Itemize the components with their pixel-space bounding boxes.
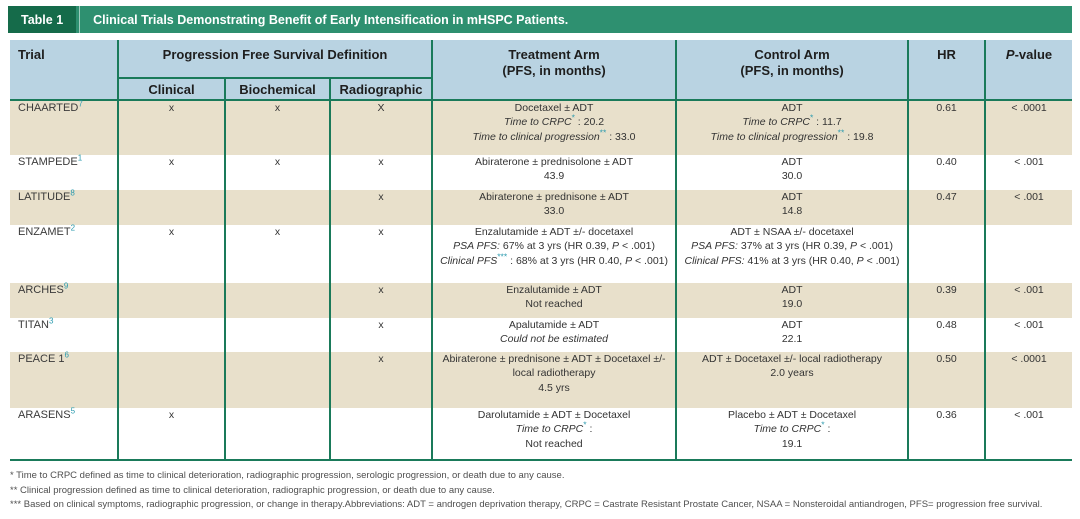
pvalue-cell — [985, 225, 1072, 283]
biochemical-mark-cell — [225, 352, 330, 408]
column-header-pvalue — [985, 40, 1072, 100]
footnote-marker: * — [809, 112, 814, 123]
text-segment: Time to CRPC — [503, 116, 572, 129]
treatment-arm-cell — [432, 352, 676, 408]
text-line: Docetaxel ± ADT — [514, 102, 594, 114]
text-segment: P — [856, 254, 864, 267]
table-header — [10, 40, 1072, 100]
trial-name-cell — [10, 408, 118, 460]
table-row — [10, 100, 1072, 155]
table-row — [10, 155, 1072, 190]
text-segment: < .001) — [632, 254, 668, 267]
pvalue-cell: < .001 — [985, 283, 1072, 318]
column-header-clinical: Clinical — [118, 78, 225, 100]
trial-name-cell — [10, 225, 118, 283]
clinical-mark-cell — [118, 352, 225, 408]
text-line: 22.1 — [781, 333, 803, 346]
table-row — [10, 352, 1072, 408]
trial-name-cell — [10, 283, 118, 318]
clinical-mark-cell: x — [118, 225, 225, 283]
text-line: 33.0 — [543, 205, 565, 218]
radiographic-mark-cell: x — [330, 352, 432, 408]
pvalue-cell: < .0001 — [985, 100, 1072, 155]
text-segment: : 68% at 3 yrs (HR 0.40, — [507, 254, 626, 267]
text-line — [437, 419, 671, 436]
text-segment: P — [625, 254, 633, 267]
header-row — [10, 40, 1072, 78]
clinical-mark-cell — [118, 190, 225, 225]
footnote-line: * Time to CRPC defined as time to clinical deterioration, radiographic progression, serologic progression, or death due to any cause. — [10, 470, 565, 481]
reference-superscript: 7 — [78, 99, 83, 109]
text-line: Abiraterone ± prednisolone ± ADT — [475, 156, 634, 168]
text-segment: : — [586, 423, 593, 436]
text-segment: PSA PFS: — [691, 240, 738, 253]
text-line: ADT — [781, 319, 803, 331]
text-segment: P — [850, 240, 858, 253]
trial-name-cell — [10, 100, 118, 155]
table-row — [10, 318, 1072, 352]
text-segment: : 20.2 — [574, 116, 605, 129]
treatment-arm-cell — [432, 408, 676, 460]
text-line — [437, 239, 671, 253]
reference-superscript: 2 — [70, 223, 76, 233]
footnotes — [10, 469, 1080, 513]
control-arm-cell — [676, 100, 908, 155]
text-line: Treatment Arm — [508, 47, 600, 62]
biochemical-mark-cell: x — [225, 155, 330, 190]
page — [0, 6, 1080, 513]
radiographic-mark-cell: X — [330, 100, 432, 155]
text-line — [681, 127, 903, 144]
text-segment: Time to CRPC — [742, 116, 810, 129]
text-line — [681, 419, 903, 436]
text-segment: Could not be estimated — [500, 333, 609, 346]
text-segment: 41% at 3 yrs (HR 0.40, — [744, 254, 857, 267]
column-header-biochemical: Biochemical — [225, 78, 330, 100]
radiographic-mark-cell: x — [330, 225, 432, 283]
control-arm-cell — [676, 318, 908, 352]
text-line: 19.0 — [781, 298, 803, 311]
trial-name: TITAN — [18, 319, 49, 331]
control-arm-cell — [676, 155, 908, 190]
trial-name: ARCHES — [18, 284, 64, 296]
treatment-arm-cell — [432, 318, 676, 352]
text-line — [437, 112, 671, 129]
text-line: Control Arm — [754, 47, 830, 62]
text-segment: P — [612, 240, 620, 253]
text-line: ADT — [781, 102, 803, 114]
footnote-marker: ** — [837, 127, 845, 138]
text-segment: < .001) — [619, 240, 655, 253]
text-line: 4.5 yrs — [538, 381, 570, 394]
treatment-arm-cell — [432, 190, 676, 225]
hr-cell: 0.39 — [908, 283, 985, 318]
text-line: 30.0 — [781, 170, 803, 183]
trial-name-cell — [10, 352, 118, 408]
text-line: 14.8 — [781, 205, 803, 218]
control-arm-cell — [676, 225, 908, 283]
text-line — [681, 239, 903, 253]
text-line: Not reached — [525, 437, 583, 450]
column-header-pfs-group: Progression Free Survival Definition — [118, 40, 432, 78]
text-segment: : 11.7 — [813, 116, 842, 129]
treatment-arm-cell — [432, 225, 676, 283]
text-line — [437, 332, 671, 346]
hr-cell: 0.40 — [908, 155, 985, 190]
hr-cell: 0.47 — [908, 190, 985, 225]
table-body — [10, 100, 1072, 460]
hr-cell — [908, 225, 985, 283]
clinical-mark-cell: x — [118, 408, 225, 460]
biochemical-mark-cell — [225, 408, 330, 460]
text-line — [681, 254, 903, 268]
text-line: Enzalutamide ± ADT ±/- docetaxel — [474, 226, 634, 238]
text-line — [437, 127, 671, 144]
footnote-marker: * — [583, 419, 587, 430]
trial-name-cell — [10, 155, 118, 190]
biochemical-mark-cell: x — [225, 100, 330, 155]
text-line: ADT — [781, 284, 803, 296]
reference-superscript: 3 — [48, 316, 54, 326]
text-line: 43.9 — [543, 170, 565, 183]
column-header-control-arm — [676, 40, 908, 100]
text-segment: 37% at 3 yrs (HR 0.39, — [737, 240, 851, 253]
pvalue-cell: < .001 — [985, 408, 1072, 460]
text-segment: Clinical PFS: — [684, 254, 745, 267]
table-number-label: Table 1 — [8, 6, 79, 33]
radiographic-mark-cell: x — [330, 155, 432, 190]
text-segment: Time to CRPC — [753, 423, 822, 436]
text-line: Apalutamide ± ADT — [508, 319, 600, 331]
text-segment: : — [824, 423, 831, 436]
text-segment: PSA PFS: — [453, 240, 500, 253]
text-line: Abiraterone ± prednisone ± ADT ± Docetaxel ±/- local radiotherapy — [442, 353, 666, 380]
control-arm-cell — [676, 190, 908, 225]
text-segment: < .001) — [863, 254, 900, 267]
table-row — [10, 408, 1072, 460]
pvalue-cell: < .0001 — [985, 352, 1072, 408]
biochemical-mark-cell — [225, 283, 330, 318]
control-arm-cell — [676, 408, 908, 460]
reference-superscript: 9 — [63, 281, 69, 291]
reference-superscript: 6 — [64, 350, 69, 360]
text-line: Enzalutamide ± ADT — [506, 284, 602, 296]
table-row — [10, 190, 1072, 225]
pvalue-cell: < .001 — [985, 190, 1072, 225]
control-arm-cell — [676, 352, 908, 408]
biochemical-mark-cell — [225, 190, 330, 225]
clinical-mark-cell — [118, 318, 225, 352]
trial-name: CHAARTED — [18, 102, 79, 114]
text-line: ADT — [781, 191, 803, 203]
text-segment: < .001) — [857, 240, 893, 253]
text-line: 19.1 — [781, 437, 803, 450]
treatment-arm-cell — [432, 283, 676, 318]
biochemical-mark-cell — [225, 318, 330, 352]
column-header-trial: Trial — [10, 40, 118, 100]
column-header-treatment-arm — [432, 40, 676, 100]
clinical-mark-cell: x — [118, 155, 225, 190]
trial-name: ENZAMET — [18, 226, 71, 238]
text-line: (PFS, in months) — [740, 63, 844, 79]
clinical-mark-cell — [118, 283, 225, 318]
reference-superscript: 5 — [70, 406, 76, 416]
radiographic-mark-cell — [330, 408, 432, 460]
footnote-marker: ** — [599, 127, 607, 138]
text-segment: Clinical PFS — [440, 254, 498, 267]
column-header-radiographic: Radiographic — [330, 78, 432, 100]
biochemical-mark-cell: x — [225, 225, 330, 283]
table-title-bar — [8, 6, 1072, 33]
text-line: (PFS, in months) — [502, 63, 606, 79]
footnote-marker: * — [821, 419, 825, 430]
text-line — [986, 47, 1072, 62]
trial-name: STAMPEDE — [18, 156, 78, 168]
radiographic-mark-cell: x — [330, 283, 432, 318]
text-line — [681, 112, 903, 129]
footnote-line: *** Based on clinical symptoms, radiographic progression, or change in therapy.Abbreviations: ADT = androgen deprivation therapy, CRPC = Castrate Resistant Prostate Cancer, NSAA = Nonsteroidal antiandrogen, PFS= progression free survival. — [10, 499, 1043, 511]
text-line: 2.0 years — [770, 367, 814, 380]
clinical-trials-table — [10, 40, 1072, 461]
text-segment: P — [1005, 47, 1015, 62]
radiographic-mark-cell: x — [330, 190, 432, 225]
trial-name-cell — [10, 190, 118, 225]
footnote-line: ** Clinical progression defined as time to clinical deterioration, radiographic progression, or death due to any cause. — [10, 484, 495, 496]
text-line: ADT ± Docetaxel ±/- local radiotherapy — [702, 353, 883, 365]
text-line: Not reached — [525, 298, 583, 311]
text-segment: : 33.0 — [606, 130, 636, 143]
hr-cell: 0.36 — [908, 408, 985, 460]
text-segment: -value — [1014, 47, 1053, 62]
text-line — [437, 251, 671, 268]
table-row — [10, 283, 1072, 318]
hr-cell: 0.50 — [908, 352, 985, 408]
text-line: Darolutamide ± ADT ± Docetaxel — [477, 409, 631, 421]
reference-superscript: 8 — [70, 188, 75, 198]
text-line: ADT — [781, 156, 803, 168]
trial-name: PEACE 1 — [18, 353, 65, 365]
text-segment: Time to CRPC — [515, 423, 584, 436]
treatment-arm-cell — [432, 100, 676, 155]
radiographic-mark-cell: x — [330, 318, 432, 352]
text-line: Abiraterone ± prednisone ± ADT — [479, 191, 629, 203]
hr-cell: 0.48 — [908, 318, 985, 352]
table-row — [10, 225, 1072, 283]
text-segment: 67% at 3 yrs (HR 0.39, — [499, 240, 613, 253]
column-header-hr: HR — [908, 40, 985, 100]
pvalue-cell: < .001 — [985, 318, 1072, 352]
trial-name: LATITUDE — [18, 191, 71, 203]
text-segment: Time to clinical progression — [710, 130, 838, 143]
reference-superscript: 1 — [77, 153, 83, 163]
text-line: ADT ± NSAA ±/- docetaxel — [730, 226, 854, 238]
footnote-marker: * — [571, 112, 575, 123]
clinical-mark-cell: x — [118, 100, 225, 155]
pvalue-cell: < .001 — [985, 155, 1072, 190]
text-line: Placebo ± ADT ± Docetaxel — [728, 409, 857, 421]
control-arm-cell — [676, 283, 908, 318]
treatment-arm-cell — [432, 155, 676, 190]
trial-name: ARASENS — [18, 409, 71, 421]
hr-cell: 0.61 — [908, 100, 985, 155]
footnote-marker: *** — [497, 251, 508, 262]
trial-name-cell — [10, 318, 118, 352]
text-segment: Time to clinical progression — [472, 130, 600, 143]
text-segment: : 19.8 — [844, 130, 874, 143]
table-title: Clinical Trials Demonstrating Benefit of Early Intensification in mHSPC Patients. — [93, 12, 569, 27]
